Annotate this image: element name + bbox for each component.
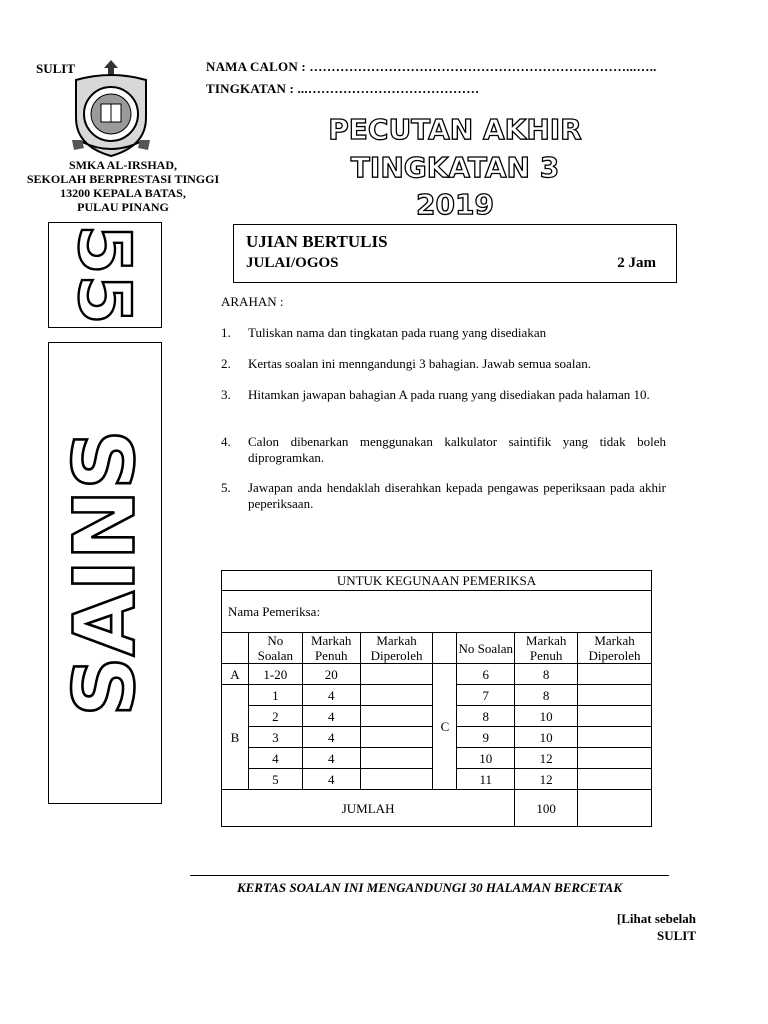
question-no: 6: [457, 664, 515, 685]
total-full-mark: 100: [515, 790, 578, 827]
school-line-1: SMKA AL-IRSHAD,: [68, 158, 178, 172]
question-no: 7: [457, 685, 515, 706]
exam-session: JULAI/OGOS: [246, 255, 339, 271]
subject-name: SAINS: [55, 429, 154, 717]
next-page-note: [Lihat sebelah: [616, 911, 696, 926]
total-label: JUMLAH: [222, 790, 515, 827]
sulit-label-bottom: SULIT: [656, 928, 696, 943]
full-mark: 4: [302, 685, 360, 706]
section-c-label: C: [433, 664, 457, 790]
exam-duration: 2 Jam: [617, 255, 656, 271]
obtained-mark-cell[interactable]: [360, 748, 433, 769]
obtained-mark-cell[interactable]: [578, 706, 652, 727]
school-line-2: SEKOLAH BERPRESTASI TINGGI: [26, 172, 220, 186]
empty-cell: [433, 633, 457, 664]
full-mark: 10: [515, 727, 578, 748]
section-b-label: B: [222, 685, 249, 790]
instruction-item: [221, 434, 666, 466]
instruction-number: 4.: [221, 434, 231, 449]
instruction-text: Hitamkan jawapan bahagian A pada ruang yang disediakan pada halaman 10.: [248, 387, 650, 402]
col-header-no: No Soalan: [248, 633, 302, 664]
obtained-mark-cell[interactable]: [360, 727, 433, 748]
full-mark: 20: [302, 664, 360, 685]
col-header-obtained: Markah Diperoleh: [578, 633, 652, 664]
instruction-number: 2.: [221, 356, 231, 371]
examiner-table: [221, 570, 652, 827]
subject-name-box: [48, 342, 162, 804]
question-no: 1: [248, 685, 302, 706]
question-no: 4: [248, 748, 302, 769]
title-line-1: PECUTAN AKHIR: [328, 113, 582, 146]
obtained-mark-cell[interactable]: [360, 664, 433, 685]
table-title: UNTUK KEGUNAAN PEMERIKSA: [222, 571, 652, 591]
subject-code-box: [48, 222, 162, 328]
school-line-4: PULAU PINANG: [77, 200, 169, 214]
instruction-number: 3.: [221, 387, 231, 402]
pages-note: KERTAS SOALAN INI MENGANDUNGI 30 HALAMAN BERCETAK: [236, 880, 623, 895]
full-mark: 4: [302, 748, 360, 769]
question-no: 3: [248, 727, 302, 748]
instruction-text: Calon dibenarkan menggunakan kalkulator saintifik yang tidak boleh diprogramkan.: [248, 434, 666, 465]
question-no: 11: [457, 769, 515, 790]
instruction-number: 5.: [221, 480, 231, 495]
exam-type: UJIAN BERTULIS: [246, 232, 388, 251]
question-no: 8: [457, 706, 515, 727]
col-header-full: Markah Penuh: [515, 633, 578, 664]
instruction-text: Jawapan anda hendaklah diserahkan kepada pengawas peperiksaan pada akhir peperiksaan.: [248, 480, 666, 511]
obtained-mark-cell[interactable]: [578, 685, 652, 706]
form-level-field[interactable]: TINGKATAN : ...…………………………………: [206, 81, 480, 96]
full-mark: 12: [515, 769, 578, 790]
subject-code: 55: [62, 224, 147, 325]
obtained-mark-cell[interactable]: [360, 685, 433, 706]
question-no: 1-20: [248, 664, 302, 685]
instruction-text: Kertas soalan ini menngandungi 3 bahagian. Jawab semua soalan.: [248, 356, 591, 371]
title-line-3: 2019: [416, 188, 494, 221]
question-no: 5: [248, 769, 302, 790]
school-line-3: 13200 KEPALA BATAS,: [60, 186, 186, 200]
examiner-name-field[interactable]: Nama Pemeriksa:: [222, 591, 652, 633]
instruction-item: [221, 480, 666, 512]
full-mark: 8: [515, 664, 578, 685]
obtained-mark-cell[interactable]: [578, 748, 652, 769]
exam-info-box: [233, 224, 677, 283]
obtained-mark-cell[interactable]: [360, 706, 433, 727]
question-no: 9: [457, 727, 515, 748]
instruction-text: Tuliskan nama dan tingkatan pada ruang yang disediakan: [248, 325, 547, 340]
title-line-2: TINGKATAN 3: [350, 151, 560, 184]
full-mark: 4: [302, 706, 360, 727]
total-obtained-cell[interactable]: [578, 790, 652, 827]
obtained-mark-cell[interactable]: [578, 727, 652, 748]
obtained-mark-cell[interactable]: [578, 664, 652, 685]
col-header-full: Markah Penuh: [302, 633, 360, 664]
instruction-item: [221, 325, 666, 341]
col-header-obtained: Markah Diperoleh: [360, 633, 433, 664]
candidate-name-field[interactable]: NAMA CALON : ………………………………………………………………...…..: [206, 59, 657, 74]
section-a-label: A: [222, 664, 249, 685]
instruction-number: 1.: [221, 325, 231, 340]
obtained-mark-cell[interactable]: [360, 769, 433, 790]
instruction-item: [221, 387, 666, 403]
sulit-label-top: SULIT: [36, 61, 76, 76]
full-mark: 12: [515, 748, 578, 769]
school-crest-icon: [68, 56, 154, 160]
obtained-mark-cell[interactable]: [578, 769, 652, 790]
full-mark: 4: [302, 769, 360, 790]
footer-divider: [190, 875, 669, 876]
full-mark: 10: [515, 706, 578, 727]
question-no: 10: [457, 748, 515, 769]
question-no: 2: [248, 706, 302, 727]
school-name: [8, 158, 238, 214]
col-header-no: No Soalan: [457, 633, 515, 664]
instructions-heading: ARAHAN :: [221, 294, 284, 309]
full-mark: 8: [515, 685, 578, 706]
full-mark: 4: [302, 727, 360, 748]
empty-cell: [222, 633, 249, 664]
instruction-item: [221, 356, 666, 372]
